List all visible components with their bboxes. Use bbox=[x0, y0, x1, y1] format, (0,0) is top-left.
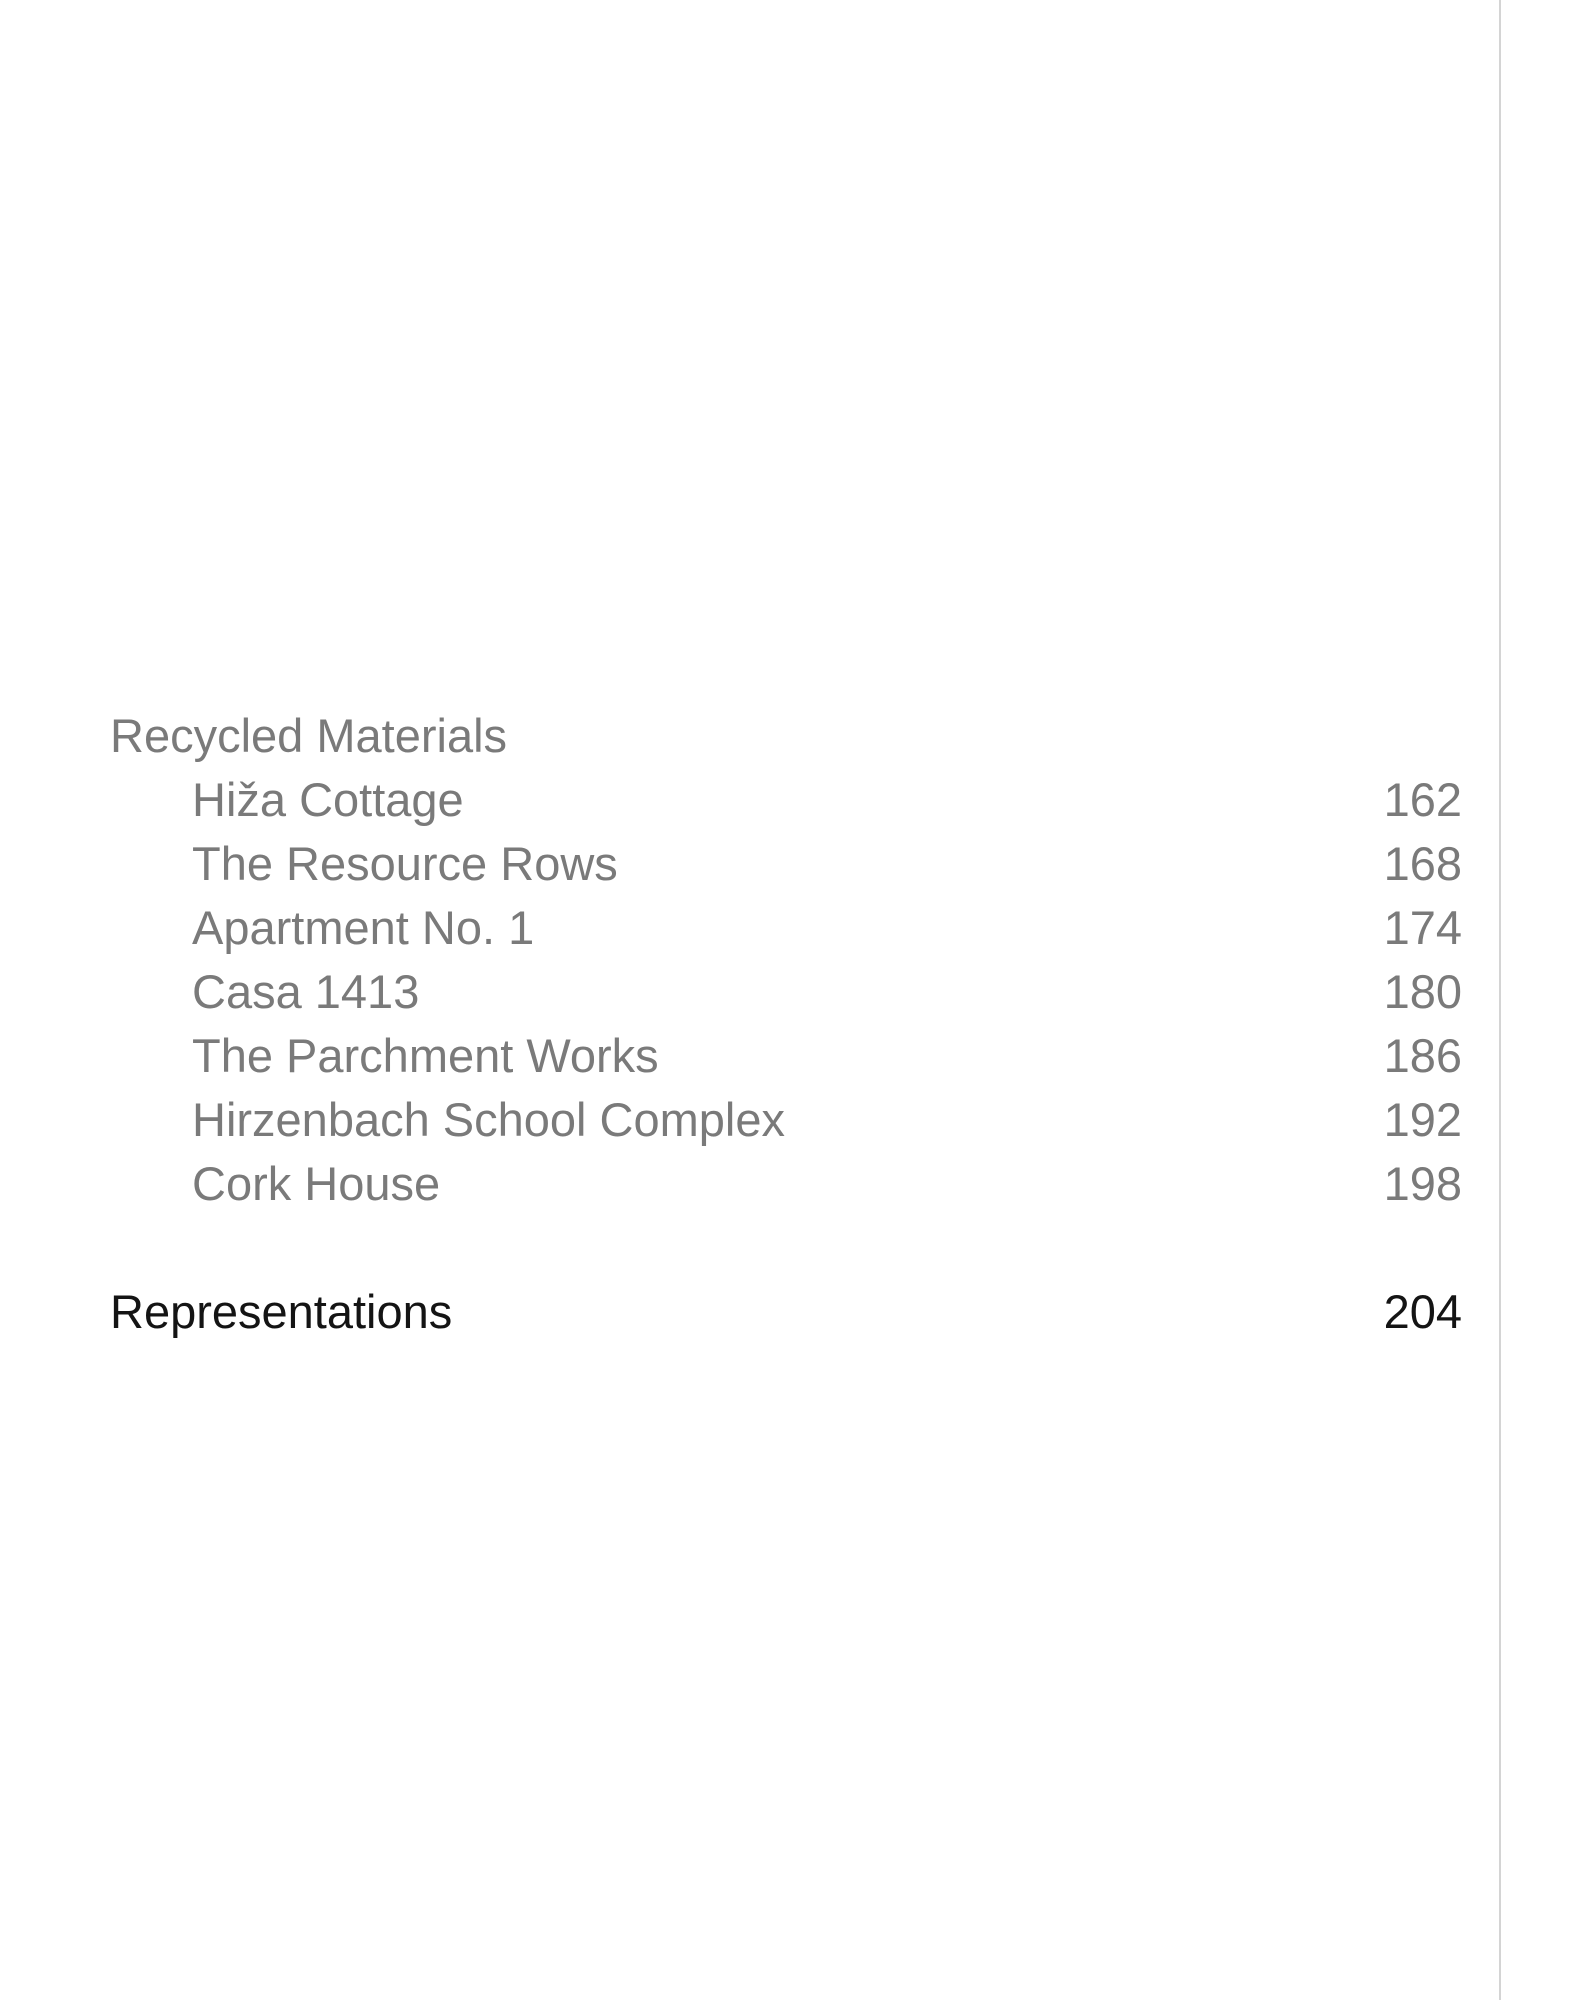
chapter-page: 204 bbox=[1383, 1285, 1462, 1338]
toc-entry-page: 174 bbox=[1383, 901, 1462, 954]
toc-entry[interactable] bbox=[110, 896, 1462, 960]
toc-entry-page: 186 bbox=[1383, 1029, 1462, 1082]
toc-entry[interactable] bbox=[110, 768, 1462, 832]
toc-entry-title: The Parchment Works bbox=[192, 1029, 659, 1082]
toc-entry-title: Hiža Cottage bbox=[192, 773, 464, 826]
toc-entry-title: Casa 1413 bbox=[192, 965, 420, 1018]
page-edge-line bbox=[1499, 0, 1501, 2000]
toc-entry-title: Hirzenbach School Complex bbox=[192, 1093, 786, 1146]
toc-entry-title: Apartment No. 1 bbox=[192, 901, 535, 954]
toc-chapter[interactable] bbox=[110, 1280, 1462, 1344]
toc-section-heading bbox=[110, 704, 1462, 768]
toc-entry-page: 198 bbox=[1383, 1157, 1462, 1210]
table-of-contents bbox=[110, 704, 1462, 1344]
toc-entry[interactable] bbox=[110, 1152, 1462, 1216]
toc-entry-page: 192 bbox=[1383, 1093, 1462, 1146]
toc-entry-page: 168 bbox=[1383, 837, 1462, 890]
toc-entry-title: The Resource Rows bbox=[192, 837, 618, 890]
toc-entry[interactable] bbox=[110, 960, 1462, 1024]
toc-entry[interactable] bbox=[110, 832, 1462, 896]
chapter-title: Representations bbox=[110, 1285, 453, 1338]
toc-entry[interactable] bbox=[110, 1088, 1462, 1152]
section-title: Recycled Materials bbox=[110, 709, 508, 762]
toc-entry[interactable] bbox=[110, 1024, 1462, 1088]
toc-entry-page: 162 bbox=[1383, 773, 1462, 826]
toc-entry-title: Cork House bbox=[192, 1157, 441, 1210]
toc-entry-page: 180 bbox=[1383, 965, 1462, 1018]
toc-spacer bbox=[110, 1216, 1462, 1280]
